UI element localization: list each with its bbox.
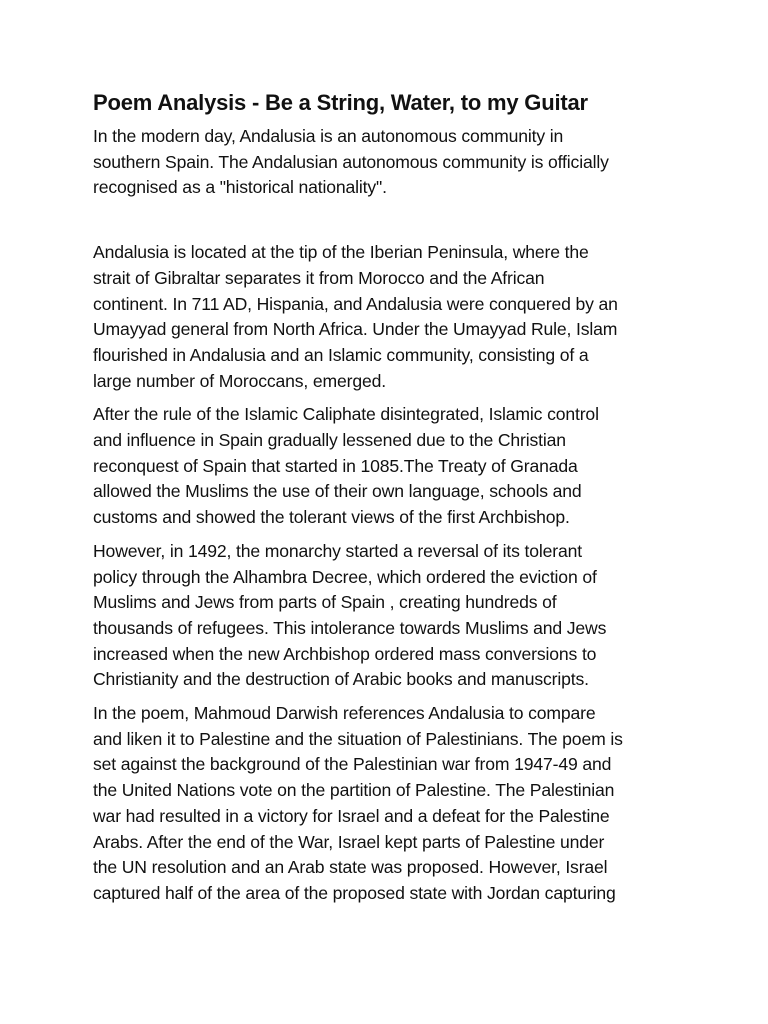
text-line: strait of Gibraltar separates it from Morocco and the African [93, 267, 545, 288]
text-line: Arabs. After the end of the War, Israel kept parts of Palestine under [93, 831, 605, 852]
paragraph-5 [93, 701, 683, 907]
text-line: and influence in Spain gradually lessened due to the Christian [93, 430, 566, 451]
text-line: southern Spain. The Andalusian autonomous community is officially [93, 151, 609, 172]
text-line: flourished in Andalusia and an Islamic community, consisting of a [93, 344, 589, 365]
text-line: and liken it to Palestine and the situation of Palestinians. The poem is [93, 728, 623, 749]
document-title: Poem Analysis - Be a String, Water, to my Guitar [93, 90, 588, 115]
text-line: policy through the Alhambra Decree, which ordered the eviction of [93, 566, 597, 587]
text-line: set against the background of the Palestinian war from 1947-49 and [93, 754, 612, 775]
text-line: increased when the new Archbishop ordered mass conversions to [93, 643, 597, 664]
text-line: large number of Moroccans, emerged. [93, 370, 387, 391]
text-line: Andalusia is located at the tip of the Iberian Peninsula, where the [93, 242, 589, 263]
text-line: thousands of refugees. This intolerance towards Muslims and Jews [93, 617, 607, 638]
text-line: Muslims and Jews from parts of Spain , creating hundreds of [93, 592, 557, 613]
text-line: continent. In 711 AD, Hispania, and Andalusia were conquered by an [93, 293, 618, 314]
text-line: recognised as a "historical nationality". [93, 177, 387, 198]
paragraph-2 [93, 240, 683, 394]
paragraph-spacer [93, 693, 683, 701]
paragraph-1 [93, 124, 683, 201]
text-line: However, in 1492, the monarchy started a reversal of its tolerant [93, 540, 582, 561]
text-line: allowed the Muslims the use of their own language, schools and [93, 481, 582, 502]
text-line: Umayyad general from North Africa. Under the Umayyad Rule, Islam [93, 319, 618, 340]
document-page [93, 88, 683, 907]
paragraph-spacer [93, 531, 683, 539]
text-line: After the rule of the Islamic Caliphate disintegrated, Islamic control [93, 404, 599, 425]
text-line: captured half of the area of the proposed state with Jordan capturing [93, 882, 616, 903]
text-line: the United Nations vote on the partition of Palestine. The Palestinian [93, 780, 615, 801]
text-line: customs and showed the tolerant views of the first Archbishop. [93, 507, 570, 528]
text-line: war had resulted in a victory for Israel and a defeat for the Palestine [93, 805, 610, 826]
text-line: the UN resolution and an Arab state was proposed. However, Israel [93, 857, 608, 878]
paragraph-spacer [93, 394, 683, 402]
text-line: reconquest of Spain that started in 1085.The Treaty of Granada [93, 455, 578, 476]
paragraph-3 [93, 402, 683, 531]
paragraph-4 [93, 539, 683, 693]
paragraph-spacer [93, 201, 683, 240]
text-line: In the modern day, Andalusia is an autonomous community in [93, 126, 564, 146]
text-line: In the poem, Mahmoud Darwish references Andalusia to compare [93, 703, 596, 724]
text-line: Christianity and the destruction of Arabic books and manuscripts. [93, 669, 589, 690]
